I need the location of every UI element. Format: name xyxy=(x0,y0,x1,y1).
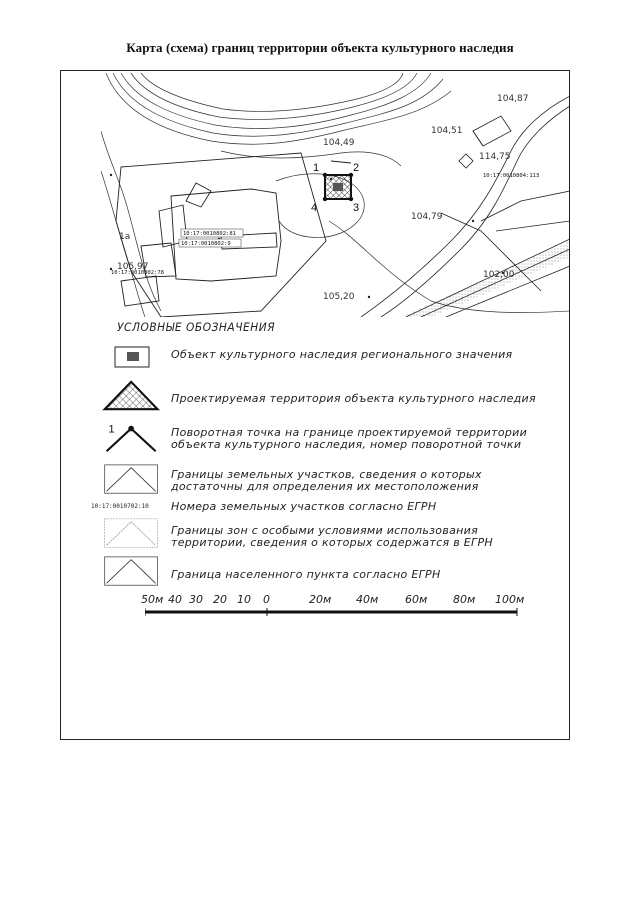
heritage-object-symbol xyxy=(101,341,165,375)
corner-point-4: 4 xyxy=(311,202,318,214)
corner-point-3: 3 xyxy=(353,202,360,214)
scale-label: 10 xyxy=(237,593,251,606)
legend-text: Поворотная точка на границе проектируемой территории объекта культурного наследия, номер поворотной точки xyxy=(171,426,528,451)
parcel-label-81: 10:17:0010802:81 xyxy=(183,231,236,237)
elevation-label: 104,87 xyxy=(497,94,529,104)
legend-item-corner-point xyxy=(101,421,561,457)
settlement-border-symbol xyxy=(101,555,165,589)
special-zone-symbol xyxy=(101,517,165,551)
corner-point-symbol xyxy=(101,421,165,455)
elevation-label: 104,51 xyxy=(431,126,463,136)
corner-point-2: 2 xyxy=(353,162,360,174)
legend-item-settlement-border xyxy=(101,555,561,591)
legend-text: Границы земельных участков, сведения о которых достаточны для определения их местоположения xyxy=(171,468,482,493)
projected-territory-symbol xyxy=(101,379,165,413)
legend-item-heritage-object xyxy=(101,341,561,371)
elevation-label: 105,97 xyxy=(117,262,149,272)
elevation-label: 105,20 xyxy=(323,292,355,302)
legend-title: УСЛОВНЫЕ ОБОЗНАЧЕНИЯ xyxy=(117,320,276,334)
legend-text: Граница населенного пункта согласно ЕГРН xyxy=(171,568,441,581)
parcel-number-sample: 10:17:0010702:10 xyxy=(91,503,149,510)
scale-bar-line xyxy=(145,607,519,617)
building-label: 1а xyxy=(119,232,131,242)
scale-label: 60м xyxy=(405,593,428,606)
legend-text: Границы зон с особыми условиями использования территории, сведения о которых содержатся в ЕГРН xyxy=(171,524,493,549)
legend-item-projected-territory xyxy=(101,379,561,415)
map-drawing xyxy=(101,71,570,317)
scale-label: 20м xyxy=(309,593,332,606)
scale-label: 100м xyxy=(495,593,525,606)
heritage-object xyxy=(323,173,353,201)
legend-item-special-zones xyxy=(101,517,561,553)
elevation-label: 114,75 xyxy=(479,152,511,162)
elevation-label: 104,79 xyxy=(411,212,443,222)
scale-label: 20 xyxy=(213,593,227,606)
parcel-label-9: 10:17:0010802:9 xyxy=(181,241,231,247)
legend-text: Проектируемая территория объекта культурного наследия xyxy=(171,392,536,405)
document-title: Карта (схема) границ территории объекта культурного наследия xyxy=(126,40,514,55)
scale-label: 30 xyxy=(189,593,203,606)
scale-bar xyxy=(141,593,525,623)
scale-label: 40 xyxy=(168,593,182,606)
scale-label: 0 xyxy=(263,593,270,606)
scale-label: 50м xyxy=(141,593,164,606)
scale-label: 40м xyxy=(356,593,379,606)
legend-text: Объект культурного наследия регионального значения xyxy=(171,348,513,361)
legend-item-parcel-borders xyxy=(101,463,561,499)
corner-point-1: 1 xyxy=(313,162,320,174)
map-sheet xyxy=(60,70,570,740)
survey-points xyxy=(110,174,504,298)
elevation-label: 102,00 xyxy=(483,270,515,280)
cadastral-map xyxy=(101,71,570,317)
parcel-label-113: 10:17:0010804:113 xyxy=(483,173,540,179)
scale-label: 80м xyxy=(453,593,476,606)
legend-text: Номера земельных участков согласно ЕГРН xyxy=(171,500,437,513)
parcel-label-78: 10:17:0010802:78 xyxy=(111,270,164,276)
parcel-border-symbol xyxy=(101,463,165,497)
elevation-label: 104,49 xyxy=(323,138,355,148)
road-lines xyxy=(361,96,570,317)
corner-point-number: 1 xyxy=(108,423,115,436)
